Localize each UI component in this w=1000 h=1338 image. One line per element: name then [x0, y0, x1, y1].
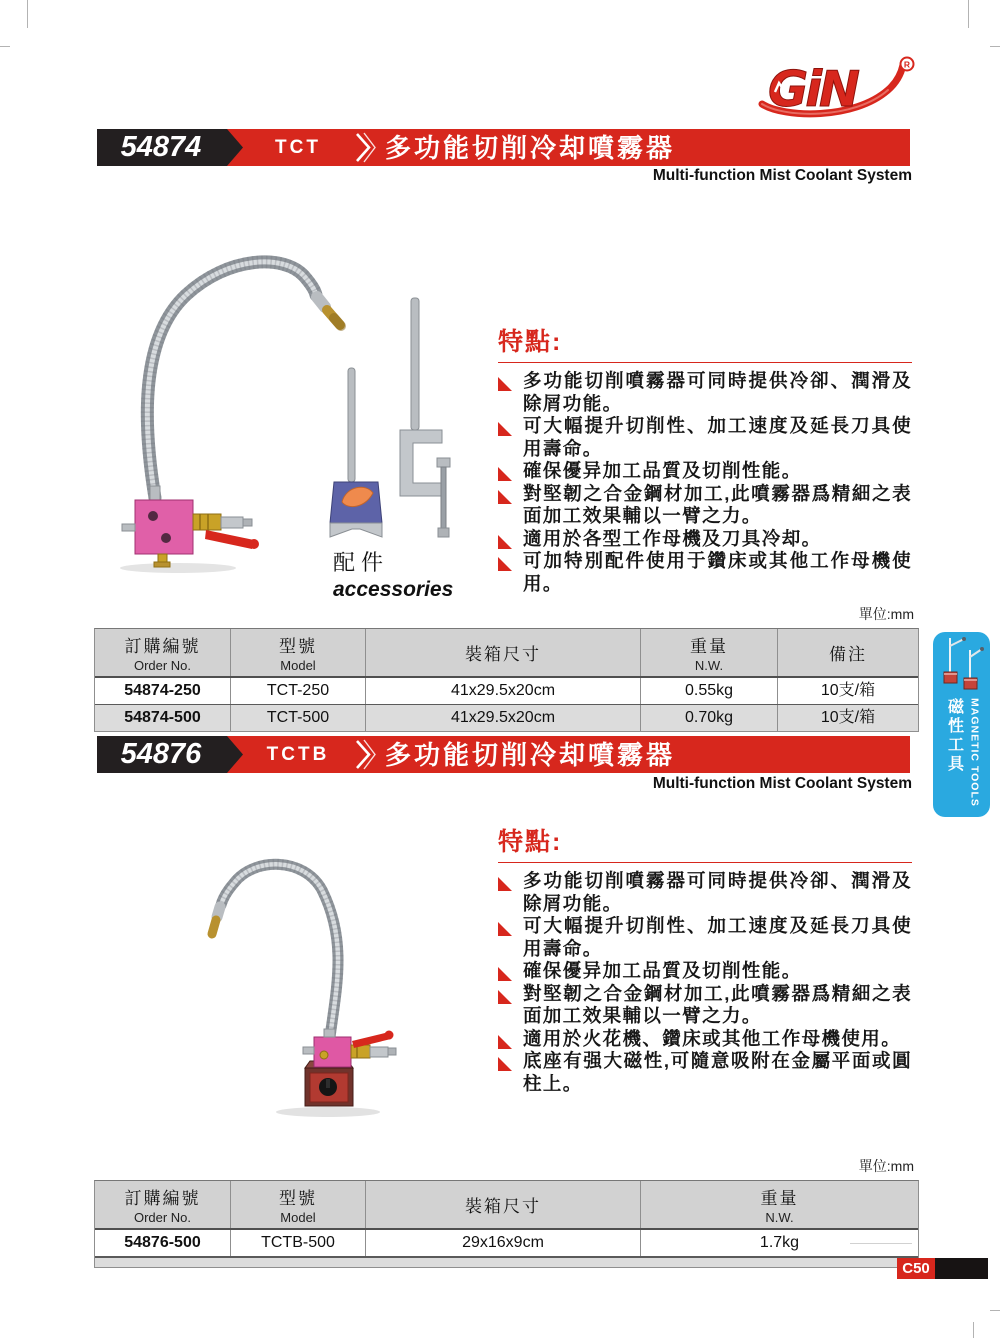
triangle-bullet-icon: [498, 874, 512, 897]
triangle-bullet-icon: [498, 987, 512, 1010]
category-tab-magnetic-tools: [933, 632, 990, 817]
product-title-zh: 多功能切削冷却噴霧器: [385, 133, 676, 163]
features-section-54876: [498, 822, 912, 1095]
col-header: 備注: [778, 629, 918, 676]
air-inlet-nipple: [370, 1047, 388, 1057]
product-title-zh: 多功能切削冷却噴霧器: [385, 740, 676, 770]
product-title-en: Multi-function Mist Coolant System: [652, 167, 912, 184]
accessories-label-zh: 配件: [333, 550, 390, 575]
accessory-rod: [348, 368, 355, 482]
product-image-mist-coolant-magnetic-base: [172, 845, 472, 1130]
hose-collar: [317, 297, 325, 307]
product-title-en: Multi-function Mist Coolant System: [652, 775, 912, 792]
table-row: 54876-500 TCTB-500 29x16x9cm 1.7kg: [95, 1230, 918, 1257]
features-heading: 特點:: [498, 822, 912, 863]
features-list: [498, 370, 912, 595]
triangle-bullet-icon: [498, 554, 512, 577]
accessory-clamp-rod: [411, 298, 419, 430]
air-inlet-nipple: [221, 517, 243, 528]
category-tab-label-en: MAGNETIC TOOLS: [968, 698, 981, 807]
accessories-label-en: accessories: [333, 578, 454, 601]
table-row: 54874-500 TCT-500 41x29.5x20cm 0.70kg 10支/箱: [95, 705, 918, 731]
crop-mark: [973, 1322, 974, 1338]
triangle-bullet-icon: [498, 487, 512, 510]
unit-label: 單位:mm: [858, 606, 914, 622]
accessories-label: [333, 546, 453, 602]
triangle-bullet-icon: [498, 1054, 512, 1077]
triangle-bullet-icon: [498, 919, 512, 942]
model-code: TCT: [275, 137, 321, 158]
gin-brand-logo: [742, 52, 920, 126]
col-header: 訂購編號 Order No.: [95, 629, 231, 676]
col-header: 重量 N.W.: [641, 629, 778, 676]
crop-mark: [990, 1310, 1000, 1311]
col-header: 裝箱尺寸: [366, 629, 641, 676]
section-banner-54874: [97, 129, 910, 166]
feature-item: 可大幅提升切削性、加工速度及延長刀具使用壽命。: [498, 915, 912, 960]
spec-table-54876: [94, 1180, 919, 1268]
category-tab-label-zh: 磁性工具: [945, 698, 963, 774]
red-valve-lever: [205, 530, 254, 549]
unit-label: 單位:mm: [858, 1158, 914, 1174]
features-heading: 特點:: [498, 322, 912, 363]
col-header: 訂購編號 Order No.: [95, 1181, 231, 1228]
clamp-bolt: [441, 467, 446, 529]
table-header-row: [95, 1181, 918, 1230]
feature-item: 多功能切削噴霧器可同時提供冷卻、潤滑及除屑功能。: [498, 870, 912, 915]
feature-item: 對堅韌之合金鋼材加工,此噴霧器爲精細之表面加工效果輔以一臂之力。: [498, 483, 912, 528]
valve-block-pink: [314, 1037, 351, 1067]
product-image-mist-coolant-hose: [108, 240, 473, 575]
col-header: 型號 Model: [231, 1181, 366, 1228]
crop-mark: [0, 46, 10, 47]
table-footer-strip: [95, 1257, 918, 1267]
crop-mark: [968, 0, 969, 28]
gin-logo-text: GiN: [768, 61, 858, 118]
svg-text:R: R: [903, 59, 911, 70]
feature-item: 可加特別配件使用于鑽床或其他工作母機使用。: [498, 550, 912, 595]
flexible-hose: [147, 262, 316, 498]
feature-item: 確保優异加工品質及切削性能。: [498, 960, 912, 983]
spec-table-54874: [94, 628, 919, 732]
col-header: 重量 N.W.: [641, 1181, 918, 1228]
chevron-right-icon: [353, 132, 377, 163]
hose-collar: [217, 907, 220, 917]
feature-item: 多功能切削噴霧器可同時提供冷卻、潤滑及除屑功能。: [498, 370, 912, 415]
crop-mark: [27, 0, 28, 28]
page-code-black-bar: [935, 1258, 988, 1279]
order-number: 54874: [120, 131, 202, 163]
feature-item: 可大幅提升切削性、加工速度及延長刀具使用壽命。: [498, 415, 912, 460]
chevron-right-icon: [353, 739, 377, 770]
feature-item: 確保優异加工品質及切削性能。: [498, 460, 912, 483]
accessory-c-clamp: [400, 430, 442, 496]
model-code: TCTB: [266, 744, 330, 765]
page-code-text: C50: [897, 1258, 935, 1279]
features-section-54874: [498, 322, 912, 595]
triangle-bullet-icon: [498, 419, 512, 442]
feature-item: 適用於火花機、鑽床或其他工作母機使用。: [498, 1028, 912, 1051]
col-header: 型號 Model: [231, 629, 366, 676]
feature-item: 對堅韌之合金鋼材加工,此噴霧器爲精細之表面加工效果輔以一臂之力。: [498, 983, 912, 1028]
triangle-bullet-icon: [498, 374, 512, 397]
crop-mark: [990, 46, 1000, 47]
section-banner-54876: [97, 736, 910, 773]
feature-item: 底座有强大磁性,可隨意吸附在金屬平面或圓柱上。: [498, 1050, 912, 1095]
valve-block-pink: [135, 500, 193, 554]
order-number: 54876: [120, 738, 202, 770]
brass-valve: [193, 514, 221, 530]
page-code-badge: [897, 1258, 988, 1279]
feature-item: 適用於各型工作母機及刀具冷却。: [498, 528, 912, 551]
brass-nozzle-tip: [212, 920, 216, 934]
table-header-row: [95, 629, 918, 678]
magnetic-stand-icons: [939, 632, 985, 696]
col-header: 裝箱尺寸: [366, 1181, 641, 1228]
table-row: 54874-250 TCT-250 41x29.5x20cm 0.55kg 10支/箱: [95, 678, 918, 705]
features-list: [498, 870, 912, 1095]
